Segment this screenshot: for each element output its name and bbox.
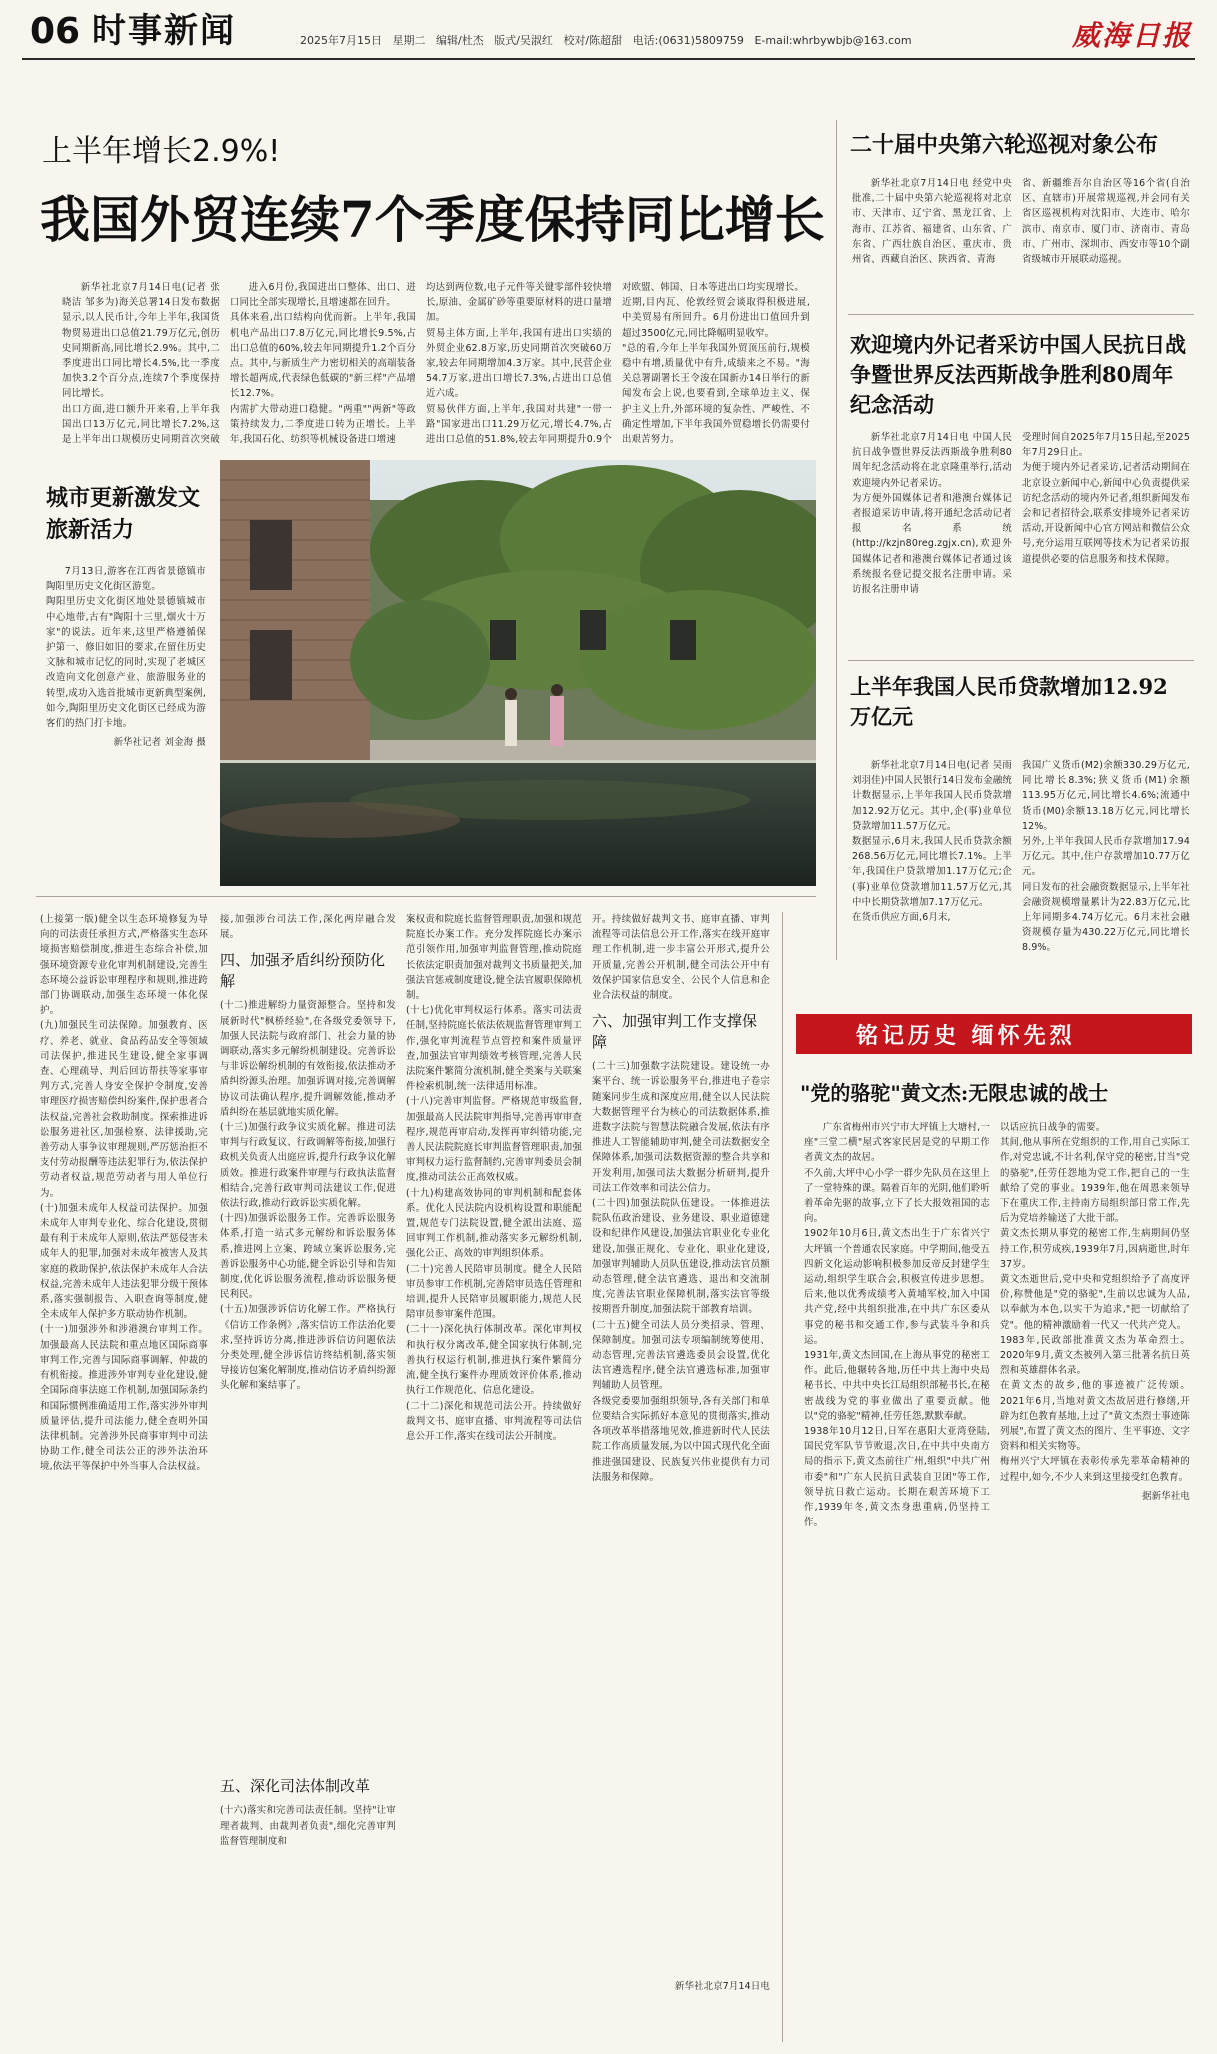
lead-column-4 bbox=[622, 280, 810, 448]
loans-col1 bbox=[852, 758, 1012, 964]
loans-col1-text: 新华社北京7月14日电(记者 吴雨 刘羽佳)中国人民银行14日发布金融统计数据显示,上半年我国人民币贷款增加12.92万亿元。其中,企(事)业单位贷款增加11.57万亿元。 数据显示,6月末,我国人民币贷款余额268.56万亿元,同比增长7.1%。上半年,我国住户贷款增加1.17万亿元;企(事)业单位贷款增加11.57万亿元,其中中长期贷款增加7.17万亿元。 在货币供应方面,6月末, bbox=[852, 760, 1012, 924]
history-col2-text: 以话应抗日战争的需要。 其间,他从事所在党组织的工作,用自己实际工作,对党忠诚,不计名利,保守党的秘密,甘当"党的骆驼",任劳任怨地为党工作,把自己的一生献给了党的事业。1939年,他在周恩来领导下在重庆工作,主持南方局组织部日常工作,先后为党培养输送了大批干部。 黄文杰长期从事党的秘密工作,生病期间仍坚持工作,积劳成疾,1939年7月,因病逝世,时年37岁。 黄文杰逝世后,党中央和党组织给予了高度评价,称赞他是"党的骆驼",生前以忠诚为人品,以奉献为本色,以实干为追求,"把一切献给了党"。他的精神激励着一代又一代共产党人。 1983年,民政部批准黄文杰为革命烈士。2020年9月,黄文杰被列入第三批著名抗日英烈和英雄群体名录。 在黄文杰的故乡,他的事迹被广泛传颂。2021年6月,当地对黄文杰故居进行修缮,开辟为红色教育基地,上过了"黄文杰烈士事迹陈列展",布置了黄文杰的图片、生平事迹、文字资料和相关实物等。 梅州兴宁大坪镇在表彰传承先辈革命精神的过程中,如今,不少人来到这里接受红色教育。 bbox=[1000, 1122, 1190, 1483]
policy-subhead-6: 六、加强审判工作支撑保障 bbox=[592, 1012, 758, 1052]
reporters-col2-text: 受理时间自2025年7月15日起,至2025年7月29日止。 为便于境内外记者采访,记者活动期间在北京设立新闻中心,新闻中心负责提供采访纪念活动的境内外记者,组织新闻发布会和记者招待会,联系安排境外记者采访活动,开设新闻中心官方网站和微信公众号,充分运用互联网等技术为记者采访报道提供必要的信息服务和技术保障。 bbox=[1022, 432, 1190, 565]
inspection-col1 bbox=[852, 176, 1012, 304]
policy-col1-text: (上接第一版)健全以生态环境修复为导向的司法责任承担方式,严格落实生态环境损害赔偿制度,推进生态综合补偿,加强环境资源专业化审判机制建设,完善生态环境公益诉讼审理程序和规则,推进跨部门协调联动,加强生态环境一体化保护。 (九)加强民生司法保障。加强教育、医疗、养老、就业、食品药品安全等领域司法保护,推进民生建设,健全家事调查、心理疏导、判后回访帮扶等家事审判方式,完善人身安全保护令制度,安善审理医疗损害赔偿纠纷案件,保护患者合法权益,完善社会救助制度。探索推进诉讼服务进社区,加强检察、法律援助,完善劳动人事争议审理规则,严厉惩治拒不支付劳动报酬等违法犯罪行为,依法保护劳动者权益,规范劳动者与用人单位行为。 (十)加强未成年人权益司法保护。加强未成年人审判专业化、综合化建设,贯彻最有利于未成年人原则,依法严惩侵害未成年人的犯罪,加强对未成年被害人及其家庭的救助保护,依法保护未成年人合法权益,完善未成年人违法犯罪分级干预体系,落实强制报告、入职查询等制度,健全未成年人保护多方联动协作机制。 (十一)加强涉外和涉港澳台审判工作。加强最高人民法院和重点地区国际商事审判工作,完善与国际商事调解、仲裁的有机衔接。推进涉外审判专业化建设,健全国际商事法庭工作机制,加强国际条约和国际惯例准确适用工作,落实涉外审判质量评估,提升司法能力,健全查明外国法律机制。完善涉外民商事审判中司法协助工作,健全司法公正的涉外法治环境,依法平等保护中外当事人合法权益。 bbox=[40, 914, 208, 1473]
photo-illustration bbox=[220, 460, 816, 886]
right-column-rule bbox=[836, 120, 837, 960]
history-col1 bbox=[804, 1120, 990, 2040]
issue-weekday: 星期二 bbox=[392, 34, 426, 47]
loans-col2 bbox=[1022, 758, 1190, 964]
photo-caption-text: 7月13日,游客在江西省景德镇市陶阳里历史文化街区游览。 陶阳里历史文化街区地处景德镇城市中心地带,古有"陶阳十三里,烟火十万家"的说法。近年来,这里严格遵循保护第一、修旧如旧的要求,在留住历史文脉和城市记忆的同时,实现了老城区改造向文化创意产业、旅游服务业的转型,成功入选首批城市更新典型案例,如今,陶阳里历史文化街区已经成为游客们的热门打卡地。 bbox=[46, 566, 206, 730]
lead-column-1 bbox=[62, 280, 220, 448]
history-col1-text: 广东省梅州市兴宁市大坪镇上大塘村,一座"三堂二横"屋式客家民居是党的早期工作者黄文杰的故居。 不久前,大坪中心小学一群少先队员在这里上了一堂特殊的课。隔着百年的光阴,他们聆听着革命先驱的故事,立下了长大报效祖国的志向。 1902年10月6日,黄文杰出生于广东省兴宁大坪镇一个普通农民家庭。中学期间,他受五四新文化运动影响积极参加反帝反封建学生运动,组织学生联合会,积极宣传进步思想。后来,他以优秀成绩考入黄埔军校,加入中国共产党,经中共组织批准,在中共广东区委从事党的秘书和交通工作,参与武装斗争和兵运。 1931年,黄文杰回国,在上海从事党的秘密工作。此后,他辗转各地,历任中共上海中央局秘书长、中共中央长江局组织部秘书长,在秘密战线为党的事业做出了重要贡献。他以"党的骆驼"精神,任劳任怨,默默奉献。 1938年10月12日,日军在惠阳大亚湾登陆,国民党军队节节败退,次日,在中共中央南方局的指示下,黄文杰前往广州,组织"中共广州市委"和"广东人民抗日武装自卫团"等工作,领导抗日救亡运动。长期在艰苦环境下工作,1939年冬,黄文杰身患重病,仍坚持工作。 bbox=[804, 1122, 990, 1529]
policy-col2 bbox=[220, 912, 396, 2042]
lead-col4-text: 对欧盟、韩国、日本等进出口均实现增长。 近期,目内瓦、伦敦经贸会谈取得积极进展,中美贸易有所回升。6月份进出口值回升到超过3500亿元,同比降幅明显收窄。 "总的看,今年上半年我国外贸顶压前行,规模稳中有增,质量优中有升,成绩来之不易。"海关总署副署长王令浚在国新办14日举行的新闻发布会上说,也要看到,全球单边主义、保护主义上升,外部环境的复杂性、严峻性、不确定性增加,下半年我国外贸稳增长仍需要付出艰苦努力。 bbox=[622, 282, 810, 446]
policy-col1 bbox=[40, 912, 208, 2042]
paper-logo: 威海日报 bbox=[1072, 19, 1193, 52]
page-number: 06 bbox=[30, 11, 81, 52]
policy-col4 bbox=[592, 912, 770, 2042]
lead-col1-text: 新华社北京7月14日电(记者 张晓洁 邹多为)海关总署14日发布数据显示,以人民币计,今年上半年,我国货物贸易进出口总值21.79万亿元,创历史同期新高,同比增长2.9%。其中,二季度进出口同比增长4.5%,比一季度加快3.2个百分点,连续7个季度保持同比增长。 出口方面,进口额升开来看,上半年我国出口13万亿元,同比增长7.2%,这是上半年出口规模历史同期首次突破 bbox=[62, 282, 220, 446]
inspection-col2-text: 省、新疆维吾尔自治区等16个省(自治区、直辖市)开展常规巡视,并会同有关省区巡视机构对沈阳市、大连市、哈尔滨市、南京市、厦门市、济南市、青岛市、广州市、深圳市、西安市等10个副省级城市开展联动巡视。 bbox=[1022, 178, 1190, 266]
inspection-col1-text: 新华社北京7月14日电 经党中央批准,二十届中央第六轮巡视将对北京市、天津市、辽宁省、黑龙江省、上海市、江苏省、福建省、山东省、广东省、广西壮族自治区、重庆市、贵州省、西藏自治区、陕西省、青海 bbox=[852, 178, 1012, 266]
lead-col3-text: 均达到两位数,电子元件等关键零部件较快增长,原油、金属矿砂等重要原材料的进口量增加。 贸易主体方面,上半年,我国有进出口实绩的外贸企业62.8万家,历史同期首次突破60万家,较去年同期增加4.3万家。其中,民营企业54.7万家,进出口增长7.3%,占进出口总值近六成。 贸易伙伴方面,上半年,我国对共建"一带一路"国家进出口11.29万亿元,增长4.7%,占进出口总值的51.8%,较去年同期提升0.9个 bbox=[426, 282, 612, 446]
inspection-col2 bbox=[1022, 176, 1190, 304]
policy-col2c-text: (十六)落实和完善司法责任制。坚持"让审理者裁判、由裁判者负责",细化完善审判监督管理制度和 bbox=[220, 1805, 396, 1847]
inspection-headline: 二十届中央第六轮巡视对象公布 bbox=[850, 132, 1159, 158]
loans-col2-text: 我国广义货币(M2)余额330.29万亿元,同比增长8.3%;狭义货币(M1)余额113.95万亿元,同比增长4.6%;流通中货币(M0)余额13.18万亿元,同比增长12%。 另外,上半年我国人民币存款增加17.94万亿元。其中,住户存款增加10.77万亿元。 同日发布的社会融资数据显示,上半年社会融资规模增量累计为22.83万亿元,比上年同期多4.74万亿元。6月末社会融资规模存量为430.22万亿元,同比增长8.9%。 bbox=[1022, 760, 1190, 954]
photo-feature bbox=[36, 460, 816, 886]
photo-feature-title: 城市更新激发文旅新活力 bbox=[46, 485, 201, 543]
lead-column-3 bbox=[426, 280, 612, 448]
contact-phone: 电话:(0631)5809759 bbox=[632, 34, 744, 47]
lead-kicker: 上半年增长2.9%! bbox=[42, 134, 281, 169]
policy-col4b-text: (二十三)加强数字法院建设。建设统一办案平台、统一诉讼服务平台,推进电子卷宗随案同步生成和深度应用,健全以人民法院大数据管理平台为核心的司法数据体系,推进数字法院与智慧法院融合发展,依法有序推进人工智能辅助审判,健全司法数据安全保障体系,加强司法数据资源的整合共享和开发利用,加强司法大数据分析研判,提升司法工作效率和司法公信力。 (二十四)加强法院队伍建设。一体推进法院队伍政治建设、业务建设、职业道德建设和纪律作风建设,加强法官职业化专业化建设,加强正规化、专业化、职业化建设,加强审判辅助人员队伍建设,推动法官员额动态管理,健全法官遴选、退出和交流制度,完善法官职业保障机制,落实法官等级按期晋升制度,加强法院干部教育培训。 (二十五)健全司法人员分类招录、管理、保障制度。加强司法专项编制统筹使用、动态管理,完善法官遴选委员会设置,优化法官遴选程序,健全法官遴选标准,加强审判辅助人员管理。 各级党委要加强组织领导,各有关部门和单位要结合实际抓好本意见的贯彻落实,推动各项改革举措落地见效,推进新时代人民法院工作高质量发展,为以中国式现代化全面推进强国建设、民族复兴伟业提供有力司法服务和保障。 bbox=[592, 1061, 770, 1483]
lead-col2-text: 进入6月份,我国进出口整体、出口、进口同比全部实现增长,且增速都在回升。 具体来看,出口结构向优而新。上半年,我国机电产品出口7.8万亿元,同比增长9.5%,占出口总值的60%,较去年同期提升1.2个百分点。其中,与新质生产力密切相关的高端装备增长超两成,代表绿色低碳的"新三样"产品增长12.7%。 内需扩大带动进口稳健。"两重""两新"等政策持续发力,二季度进口转为正增长。上半年,我国石化、纺织等机械设备进口增速 bbox=[230, 282, 416, 446]
history-left-rule bbox=[782, 912, 783, 2042]
policy-subhead-5: 五、深化司法体制改革 bbox=[220, 1777, 371, 1796]
policy-col2b-text: (十二)推进解纷力量资源整合。坚持和发展新时代"枫桥经验",在各级党委领导下,加强人民法院与政府部门、社会力量的协调联动,落实多元解纷机制建设。完善诉讼与非诉讼解纷机制的有效衔接,依法推动矛盾纠纷源头治理。加强诉调对接,完善调解协议司法确认程序,提升调解效能,推动矛盾纠纷在基层就地实质化解。 (十三)加强行政争议实质化解。推进司法审判与行政复议、行政调解等衔接,加强行政机关负责人出庭应诉,提升行政争议化解质效。推进行政案件审理与行政执法监督相结合,完善行政审判司法建议工作,促进依法行政,推动行政诉讼实质化解。 (十四)加强诉讼服务工作。完善诉讼服务体系,打造一站式多元解纷和诉讼服务体系,推进网上立案、跨域立案诉讼服务,完善诉讼服务中心功能,健全诉讼引导和告知制度,优化诉讼服务流程,推动诉讼服务便民利民。 (十五)加强涉诉信访化解工作。严格执行《信访工作条例》,落实信访工作法治化要求,坚持诉访分离,推进涉诉信访问题依法分类处理,健全涉诉信访终结机制,落实领导接访包案化解制度,推动信访矛盾纠纷源头化解和案结事了。 bbox=[220, 1000, 396, 1392]
policy-col4-text: 开。持续做好裁判文书、庭审直播、审判流程等司法信息公开工作,落实在线开庭审理工作机制,进一步丰富公开形式,提升公开质量,完善公开机制,健全司法公开中有效保护国家信息安全、公民个人信息和企业合法权益的制度。 bbox=[592, 914, 770, 1002]
contact-email: E-mail:whrbywbjb@163.com bbox=[754, 34, 912, 47]
feature-bottom-rule bbox=[36, 896, 816, 897]
reporters-col1-text: 新华社北京7月14日电 中国人民抗日战争暨世界反法西斯战争胜利80周年纪念活动将在北京隆重举行,活动欢迎境内外记者采访。 为方便外国媒体记者和港澳台媒体记者报道采访申请,将开通纪念活动记者报名系统(http://kzjn80reg.zgjx.cn),欢迎外国媒体记者和港澳台媒体记者通过该系统报名登记提交报名注册申请。采访报名注册申请 bbox=[852, 432, 1012, 596]
reporters-col2 bbox=[1022, 430, 1190, 652]
history-banner bbox=[796, 1014, 1192, 1054]
lead-column-2 bbox=[230, 280, 416, 448]
photo-caption bbox=[46, 564, 206, 864]
policy-col3 bbox=[406, 912, 582, 2042]
section-title: 时事新闻 bbox=[92, 11, 236, 51]
reporters-col1 bbox=[852, 430, 1012, 652]
reporters-headline: 欢迎境内外记者采访中国人民抗日战争暨世界反法西斯战争胜利80周年纪念活动 bbox=[850, 332, 1186, 417]
policy-subhead-4: 四、加强矛盾纠纷预防化解 bbox=[220, 951, 386, 991]
masthead-info bbox=[300, 32, 940, 48]
loans-headline: 上半年我国人民币贷款增加12.92万亿元 bbox=[850, 674, 1168, 729]
policy-col3-text: 案权责和院庭长监督管理职责,加强和规范院庭长办案工作。充分发挥院庭长办案示范引领作用,加强审判监督管理,推动院庭长依法定职责加强对裁判文书质量把关,加强法官惩戒制度建设,健全法官履职保障机制。 (十七)优化审判权运行体系。落实司法责任制,坚持院庭长依法依规监督管理审判工作,强化审判流程节点管控和案件质量评查,加强法官审判绩效考核管理,完善人民法院案件繁简分流机制,健全类案与关联案件检索机制,统一法律适用标准。 (十八)完善审判监督。严格规范审级监督,加强最高人民法院审判指导,完善再审审查程序,规范再审启动,发挥再审纠错功能,完善人民法院院庭长审判监督管理职责,加强审判权力运行监督制约,完善审判委员会制度,推动司法公正高效权威。 (十九)构建高效协同的审判机制和配套体系。优化人民法院内设机构设置和职能配置,规范专门法院设置,健全派出法庭、巡回审判工作机制,推动落实多元解纷机制,强化公正、高效的审判组织体系。 (二十)完善人民陪审员制度。健全人民陪审员参审工作机制,完善陪审员选任管理和培训,提升人民陪审员履职能力,规范人民陪审员参审案件范围。 (二十一)深化执行体制改革。深化审判权和执行权分离改革,健全国家执行体制,完善执行权运行机制,推进执行案件繁简分流,健全执行案件办理质效评价体系,推动执行工作规范化、信息化建设。 (二十二)深化和规范司法公开。持续做好裁判文书、庭审直播、审判流程等司法信息公开工作,落实在线司法公开制度。 bbox=[406, 914, 582, 1442]
photo-credit: 新华社记者 刘金海 摄 bbox=[113, 737, 206, 749]
issue-date: 2025年7月15日 bbox=[300, 34, 382, 47]
lead-headline: 我国外贸连续7个季度保持同比增长 bbox=[40, 190, 825, 249]
history-headline: "党的骆驼"黄文杰:无限忠诚的战士 bbox=[800, 1081, 1109, 1105]
policy-col2-text: 接,加强涉台司法工作,深化两岸融合发展。 bbox=[220, 914, 396, 941]
masthead-rule bbox=[22, 58, 1195, 60]
history-credit: 据新华社电 bbox=[1142, 1490, 1190, 1502]
inspection-rule bbox=[848, 314, 1194, 315]
history-col2 bbox=[1000, 1120, 1190, 2040]
proof-credit: 校对/陈超甜 bbox=[563, 34, 623, 47]
editor-credit: 编辑/杜杰 bbox=[436, 34, 484, 47]
layout-credit: 版式/吴淑红 bbox=[494, 34, 553, 47]
history-banner-text: 铭记历史 缅怀先烈 bbox=[856, 1024, 1076, 1049]
street-scene-photo bbox=[220, 460, 816, 886]
policy-col4-credit: 新华社北京7月14日电 bbox=[674, 1981, 770, 1993]
masthead bbox=[0, 0, 1217, 66]
reporters-rule bbox=[848, 660, 1194, 661]
